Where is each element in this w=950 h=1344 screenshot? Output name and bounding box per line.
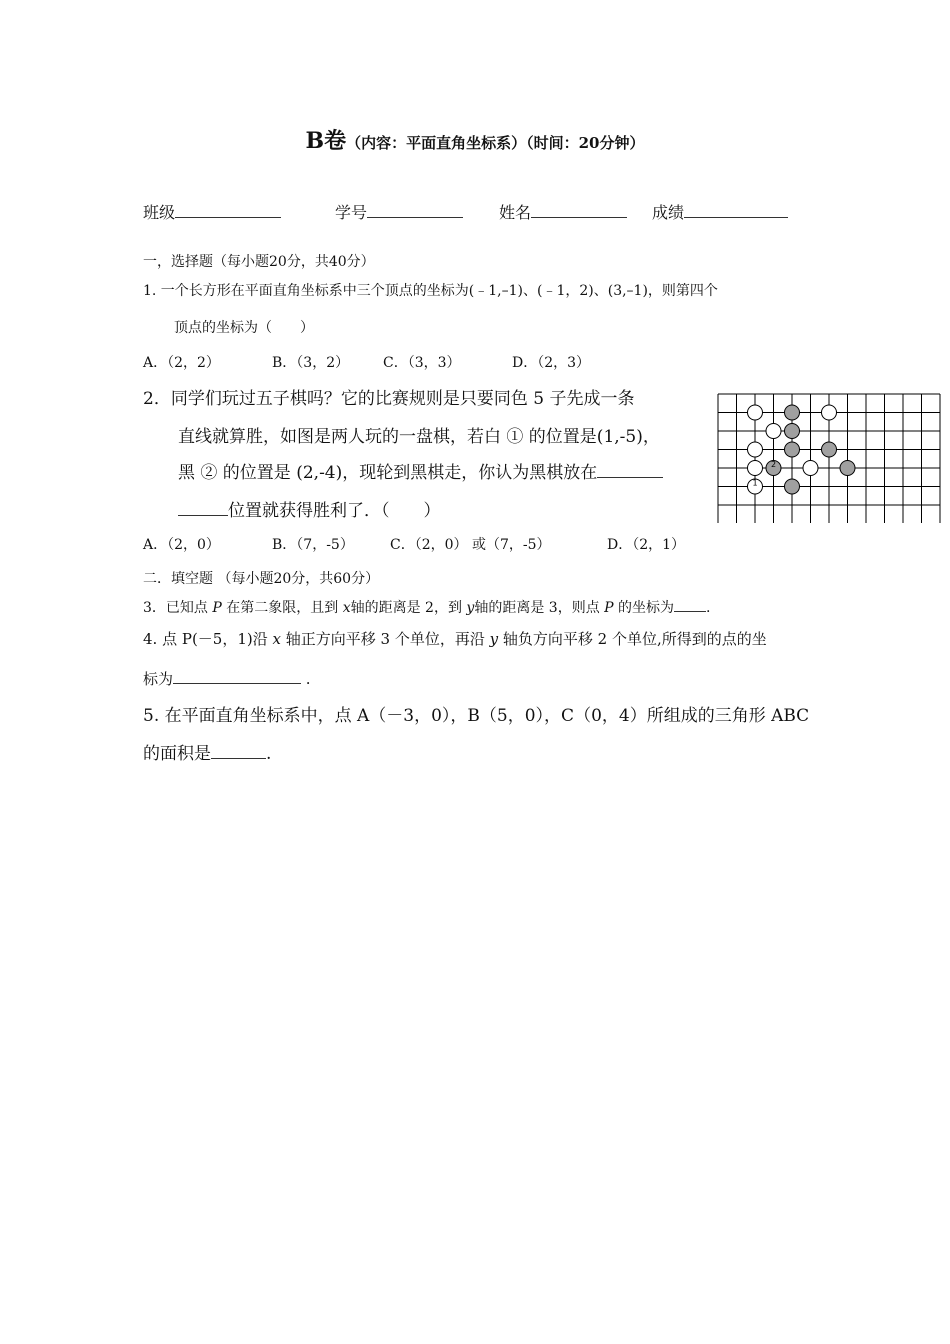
white-stone: [766, 424, 781, 439]
q4-part-b: 轴正方向平移 3 个单位，再沿: [285, 630, 485, 648]
q5-line2: [143, 739, 271, 764]
q2-option-c: C．（2，0） 或（7，-5）: [390, 537, 551, 553]
white-stone: [803, 461, 818, 476]
q1-option-a: A．（2，2）: [143, 355, 220, 371]
q4-line2: [143, 668, 311, 689]
q1-option-c: C．（3，3）: [383, 355, 461, 371]
section1-heading: 一，选择题（每小题20分，共40分）: [143, 254, 375, 270]
q3-part-e: 的坐标为: [618, 600, 675, 616]
number-blank[interactable]: [367, 201, 463, 218]
q4-end: .: [301, 670, 311, 688]
q4-line2-text: 标为: [143, 670, 174, 688]
q3-part-c: 轴的距离是 2，到: [350, 600, 462, 616]
q1-line2: 顶点的坐标为（ ）: [174, 320, 314, 336]
q2-line4-wrap: [178, 496, 441, 521]
class-blank[interactable]: [175, 201, 281, 218]
q4-part-c: 轴负方向平移 2 个单位,所得到的点的坐: [502, 630, 767, 648]
q2-line3: 黑 ② 的位置是 (2,-4)，现轮到黑棋走，你认为黑棋放在: [178, 463, 598, 483]
info-label-number: 学号: [335, 203, 368, 222]
black-stone: [785, 479, 800, 494]
q2-option-b: B．（7，-5）: [272, 537, 354, 553]
q2-answer-blank-2[interactable]: [178, 498, 228, 516]
black-stone: [822, 442, 837, 457]
info-score: [652, 200, 788, 223]
q3-part-d: 轴的距离是 3，则点: [474, 600, 600, 616]
white-stone: [748, 405, 763, 420]
q4-answer-blank[interactable]: [173, 668, 301, 684]
q3-answer-blank[interactable]: [674, 597, 706, 612]
q2-answer-blank-1[interactable]: [597, 460, 663, 478]
stone-marker-label: 1: [752, 478, 758, 488]
black-stone: [785, 442, 800, 457]
info-label-name: 姓名: [499, 203, 532, 222]
q3-var-p: P: [212, 600, 222, 616]
black-stone: [785, 424, 800, 439]
q2-line3-wrap: [178, 458, 663, 483]
black-stone: [785, 405, 800, 420]
title-main: B卷: [305, 128, 347, 154]
q5-answer-blank[interactable]: [211, 741, 266, 759]
gomoku-board: [717, 393, 943, 523]
q3-part-a: 3．已知点: [143, 600, 208, 616]
q4-line1: [143, 628, 767, 649]
q2-option-a: A．（2，0）: [143, 537, 220, 553]
info-label-class: 班级: [143, 203, 176, 222]
info-class: [143, 200, 281, 223]
q4-part-a: 4. 点 P(－5，1)沿: [143, 630, 268, 648]
q1-line1: 1. 一个长方形在平面直角坐标系中三个顶点的坐标为(﹣1,–1)、(﹣1，2)、(3,–1)，则第四个: [143, 283, 718, 299]
info-label-score: 成绩: [652, 203, 685, 222]
q5-line2-text: 的面积是: [143, 744, 211, 764]
q4-var-x: x: [272, 630, 281, 648]
white-stone: [748, 461, 763, 476]
q3-var-y: y: [466, 600, 475, 616]
section2-heading: 二．填空题 （每小题20分，共60分）: [143, 571, 380, 587]
score-blank[interactable]: [684, 201, 788, 218]
q3-var-x: x: [342, 600, 351, 616]
page-title: [0, 124, 950, 155]
title-sub: （内容：平面直角坐标系）（时间：20分钟）: [346, 134, 645, 152]
q3-part-b: 在第二象限，且到: [226, 600, 339, 616]
white-stone: [748, 442, 763, 457]
q4-var-y: y: [489, 630, 499, 648]
q3-var-p2: P: [604, 600, 614, 616]
stone-marker-label: 2: [770, 460, 777, 469]
q5-line1: 5. 在平面直角坐标系中，点 A（－3，0），B（5，0），C（0，4）所组成的三角形 ABC: [143, 706, 810, 726]
q2-option-d: D．（2，1）: [607, 537, 686, 553]
q5-end: .: [266, 744, 272, 764]
q2-line1: 2．同学们玩过五子棋吗？它的比赛规则是只要同色 5 子先成一条: [143, 389, 635, 409]
q3-text: [143, 597, 710, 617]
q2-line2: 直线就算胜，如图是两人玩的一盘棋，若白 ① 的位置是(1,-5)，: [178, 427, 660, 447]
info-name: [499, 200, 627, 223]
white-stone: [822, 405, 837, 420]
q2-line4: 位置就获得胜利了．（ ）: [228, 501, 441, 521]
q1-option-d: D．（2，3）: [512, 355, 591, 371]
black-stone: [840, 461, 855, 476]
info-number: [335, 200, 463, 223]
name-blank[interactable]: [531, 201, 627, 218]
q1-option-b: B．（3，2）: [272, 355, 350, 371]
q3-end: .: [706, 600, 711, 616]
